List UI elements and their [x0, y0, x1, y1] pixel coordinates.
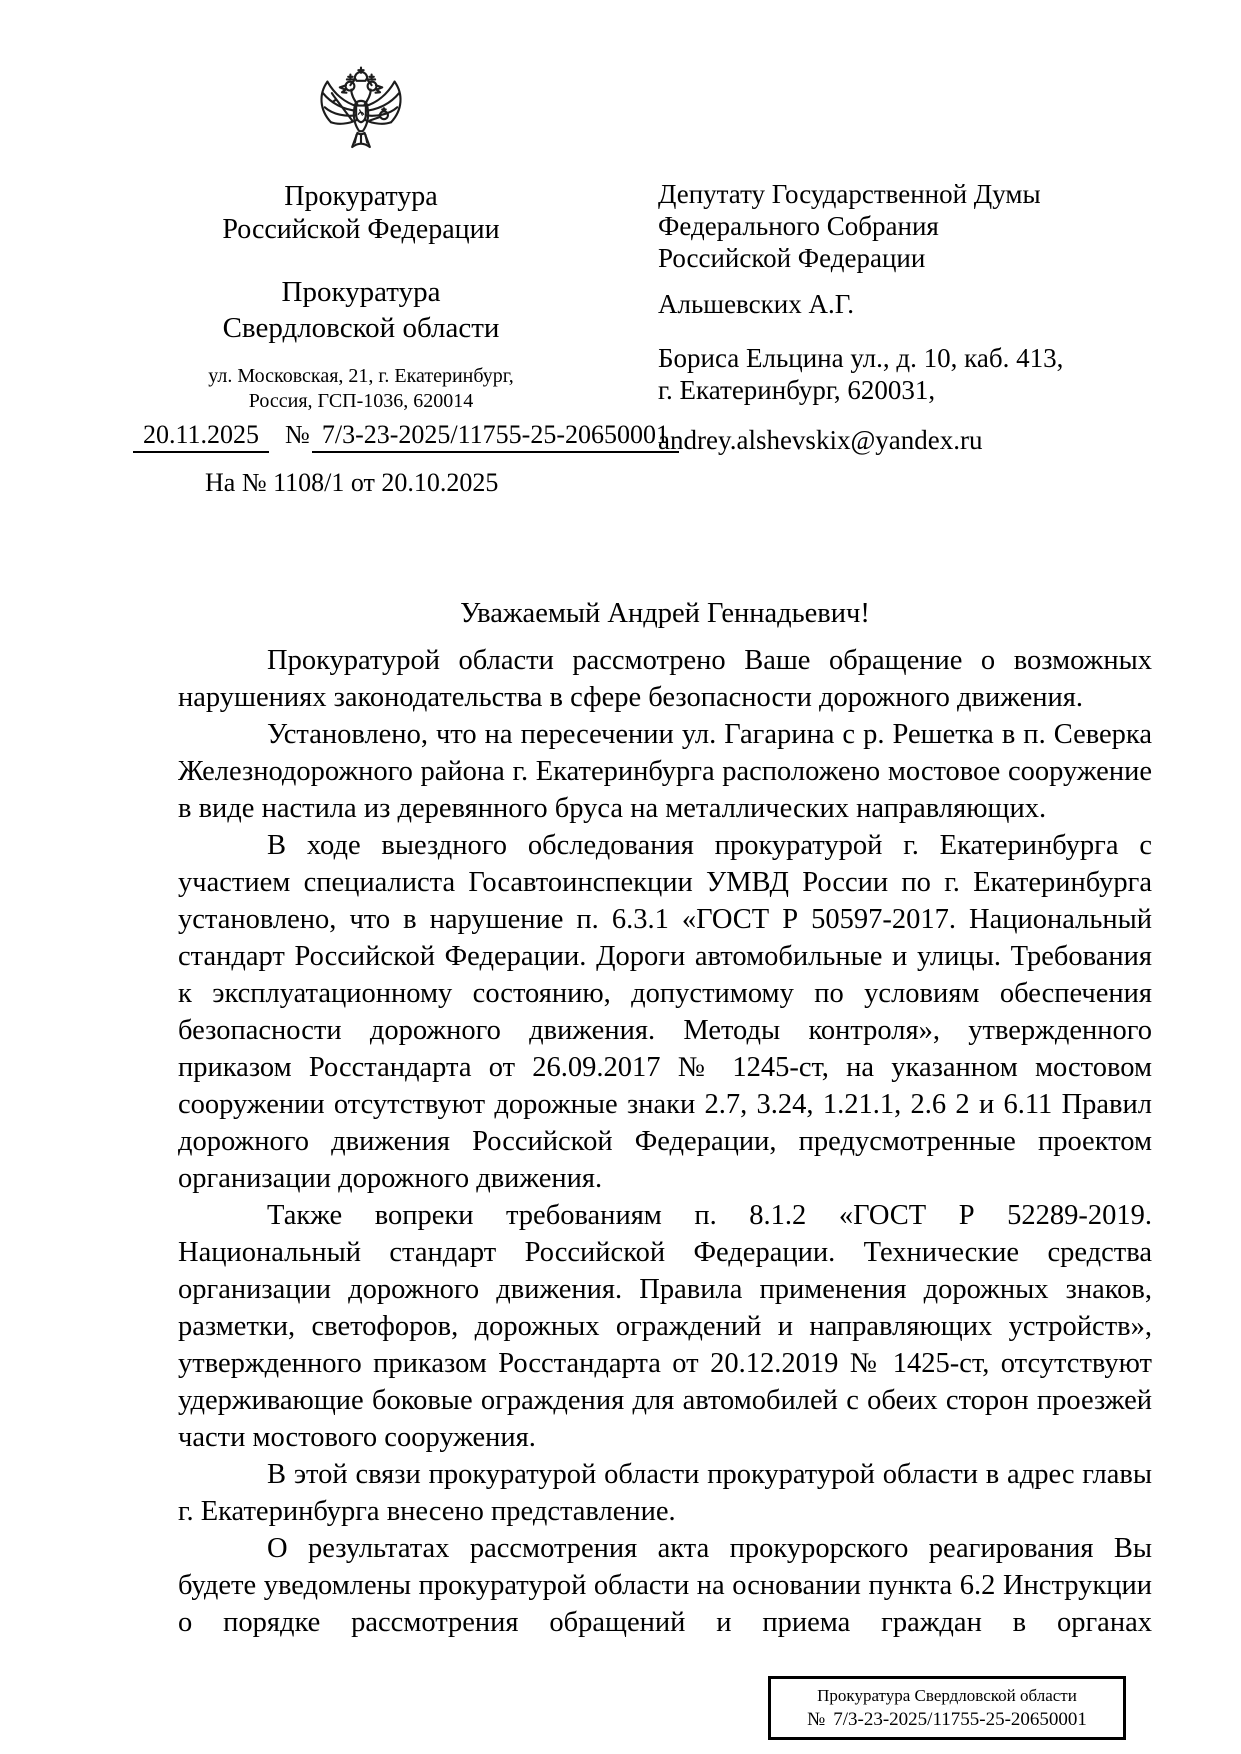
outgoing-date: 20.11.2025	[133, 420, 269, 453]
body-paragraph: О результатах рассмотрения акта прокурорского реагирования Вы будете уведомлены прокуратурой области на основании пункта 6.2 Инструкции о порядке рассмотрения обращений и приема граждан в органах	[178, 1533, 1152, 1638]
outgoing-reference-line	[133, 420, 669, 450]
in-reply-to-line: На № 1108/1 от 20.10.2025	[205, 468, 499, 497]
recipient-email: andrey.alshevskix@yandex.ru	[658, 425, 983, 455]
recipient-address-line: Бориса Ельцина ул., д. 10, каб. 413,	[658, 343, 1064, 373]
body-paragraph: В ходе выездного обследования прокуратурой г. Екатеринбурга с участием специалиста Госавтоинспекции УМВД России по г. Екатеринбурга установлено, что в нарушение п. 6.3.1 «ГОСТ Р 50597-2017. Национальный стандарт Российской Федерации. Дороги автомобильные и улицы. Требования к эксплуатационному состоянию, допустимому по условиям обеспечения безопасности дорожного движения. Методы контроля», утвержденного приказом Росстандарта от 26.09.2017 № 1245-ст, на указанном мостовом сооружении отсутствуют дорожные знаки 2.7, 3.24, 1.21.1, 2.6 2 и 6.11 Правил дорожного движения Российской Федерации, предусмотренные проектом организации дорожного движения.	[178, 830, 1152, 1194]
outgoing-number: 7/3-23-2025/11755-25-20650001	[312, 420, 679, 453]
sender-org-line: Свердловской области	[222, 312, 500, 344]
recipient-block	[658, 178, 1108, 456]
body-paragraph: Прокуратурой области рассмотрено Ваше обращение о возможных нарушениях законодательства в сфере безопасности дорожного движения.	[178, 645, 1152, 713]
stamp-org-name: Прокуратура Свердловской области	[817, 1685, 1077, 1705]
body-paragraph: В этой связи прокуратурой области прокуратурой области в адрес главы г. Екатеринбурга внесено представление.	[178, 1459, 1152, 1527]
recipient-title-line: Российской Федерации	[658, 243, 926, 273]
sender-address	[178, 364, 544, 414]
body-paragraph: Установлено, что на пересечении ул. Гагарина с р. Решетка в п. Северка Железнодорожного района г. Екатеринбурга расположено мостовое сооружение в виде настила из деревянного бруса на металлических направляющих.	[178, 719, 1152, 824]
russia-coat-of-arms-icon	[304, 64, 418, 170]
sender-org-line: Российской Федерации	[222, 214, 500, 245]
sender-address-line: ул. Московская, 21, г. Екатеринбург,	[208, 365, 514, 387]
sender-org-line: Прокуратура	[284, 181, 438, 212]
number-sign: №	[807, 1708, 826, 1730]
number-sign: №	[285, 420, 310, 449]
recipient-address-line: г. Екатеринбург, 620031,	[658, 375, 936, 405]
recipient-address	[658, 342, 1108, 406]
recipient-name: Альшевских А.Г.	[658, 289, 855, 319]
body-paragraph: Также вопреки требованиям п. 8.1.2 «ГОСТ Р 52289-2019. Национальный стандарт Российской Федерации. Технические средства организации дорожного движения. Правила применения дорожных знаков, разметки, светофоров, дорожных ограждений и направляющих устройств», утвержденного приказом Росстандарта от 20.12.2019 № 1425-ст, отсутствуют удерживающие боковые ограждения для автомобилей с обеих сторон проезжей части мостового сооружения.	[178, 1200, 1152, 1453]
recipient-title-line: Федерального Собрания	[658, 211, 939, 241]
sender-org-federation	[178, 180, 544, 246]
salutation: Уважаемый Андрей Геннадьевич!	[460, 598, 870, 629]
letter-body	[178, 642, 1152, 1641]
stamp-number-line	[771, 1709, 1123, 1731]
sender-org-region	[178, 274, 544, 346]
sender-address-line: Россия, ГСП-1036, 620014	[248, 390, 474, 412]
sender-org-line: Прокуратура	[281, 276, 441, 308]
registration-stamp	[768, 1676, 1126, 1740]
recipient-title-line: Депутату Государственной Думы	[658, 179, 1041, 209]
stamp-number: 7/3-23-2025/11755-25-20650001	[833, 1708, 1087, 1730]
